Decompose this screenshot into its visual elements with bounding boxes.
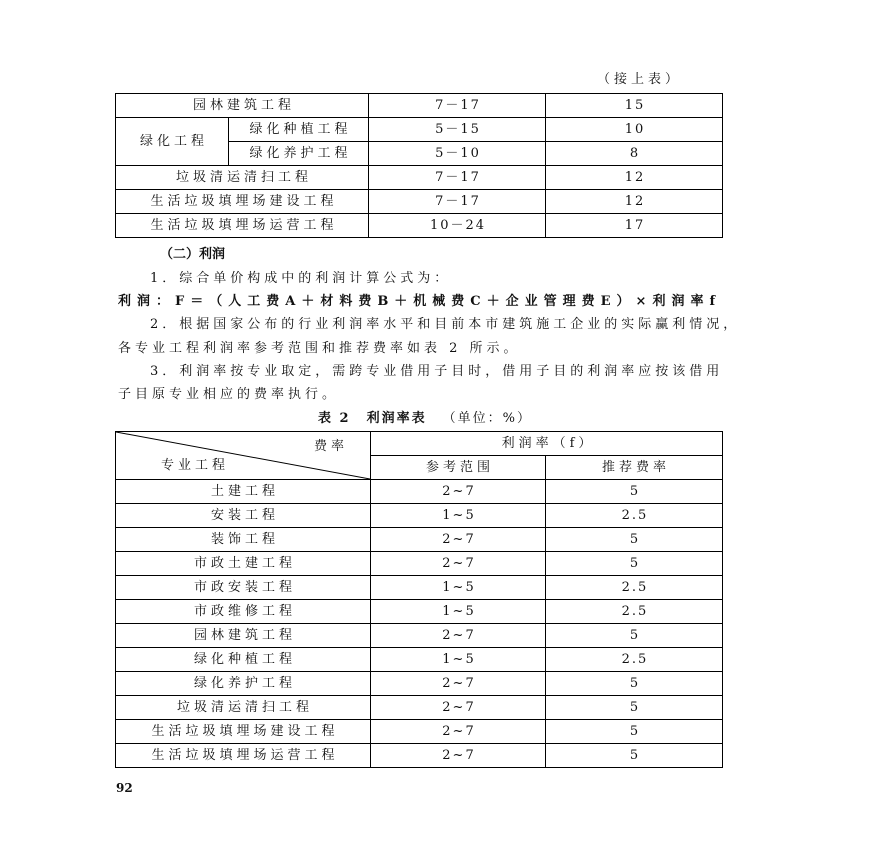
table-row bbox=[116, 118, 723, 142]
project-name-cell: 园林建筑工程 bbox=[116, 624, 371, 648]
project-name-cell: 生活垃圾填埋场建设工程 bbox=[116, 720, 371, 744]
table-row bbox=[116, 480, 723, 504]
rate-cell: 15 bbox=[546, 94, 723, 118]
project-name-cell: 生活垃圾填埋场运营工程 bbox=[116, 214, 369, 238]
rate-cell: 2.5 bbox=[546, 576, 723, 600]
table-row bbox=[116, 744, 723, 768]
table-caption bbox=[318, 410, 532, 428]
project-name-cell: 绿化种植工程 bbox=[116, 648, 371, 672]
table-row bbox=[116, 214, 723, 238]
range-cell: 7－17 bbox=[369, 166, 546, 190]
paragraph-3-line-1: 3．利润率按专业取定，需跨专业借用子目时，借用子目的利润率应按该借用 bbox=[150, 364, 724, 379]
project-name-cell: 装饰工程 bbox=[116, 528, 371, 552]
project-name-cell: 绿化养护工程 bbox=[229, 142, 369, 166]
rate-cell: 5 bbox=[546, 480, 723, 504]
rate-column-header: 推荐费率 bbox=[546, 456, 723, 480]
project-name-cell: 市政维修工程 bbox=[116, 600, 371, 624]
project-name-cell: 绿化养护工程 bbox=[116, 672, 371, 696]
rate-cell: 5 bbox=[546, 528, 723, 552]
range-cell: 5－15 bbox=[369, 118, 546, 142]
profit-rate-group-header: 利润率（f） bbox=[371, 432, 723, 456]
range-cell: 1~5 bbox=[371, 576, 546, 600]
rate-cell: 5 bbox=[546, 624, 723, 648]
range-cell: 2~7 bbox=[371, 720, 546, 744]
range-cell: 2~7 bbox=[371, 552, 546, 576]
range-cell: 5－10 bbox=[369, 142, 546, 166]
profit-rate-table bbox=[115, 431, 723, 768]
project-name-cell: 安装工程 bbox=[116, 504, 371, 528]
rate-cell: 2.5 bbox=[546, 600, 723, 624]
diagonal-header-top-label: 费率 bbox=[313, 439, 348, 454]
project-name-cell: 市政土建工程 bbox=[116, 552, 371, 576]
table-row bbox=[116, 600, 723, 624]
table-row bbox=[116, 576, 723, 600]
project-name-cell: 园林建筑工程 bbox=[116, 94, 369, 118]
project-name-cell: 垃圾清运清扫工程 bbox=[116, 696, 371, 720]
table-row bbox=[116, 624, 723, 648]
project-name-cell: 市政安装工程 bbox=[116, 576, 371, 600]
rate-cell: 5 bbox=[546, 672, 723, 696]
range-column-header: 参考范围 bbox=[371, 456, 546, 480]
table-row bbox=[116, 528, 723, 552]
table-row bbox=[116, 672, 723, 696]
project-name-cell: 生活垃圾填埋场建设工程 bbox=[116, 190, 369, 214]
diagonal-header-cell bbox=[116, 432, 371, 480]
continued-rate-table bbox=[115, 93, 723, 238]
range-cell: 1~5 bbox=[371, 648, 546, 672]
table-caption-number: 表 2 bbox=[318, 411, 351, 426]
table-caption-title: 利润率表 bbox=[366, 411, 427, 426]
table-row bbox=[116, 552, 723, 576]
rate-cell: 5 bbox=[546, 696, 723, 720]
rate-cell: 17 bbox=[546, 214, 723, 238]
project-name-cell: 生活垃圾填埋场运营工程 bbox=[116, 744, 371, 768]
paragraph-2-line-1: 2．根据国家公布的行业利润率水平和目前本市建筑施工企业的实际赢利情况， bbox=[150, 317, 741, 332]
table-row bbox=[116, 720, 723, 744]
rate-cell: 2.5 bbox=[546, 648, 723, 672]
section-heading: （二）利润 bbox=[160, 247, 226, 262]
range-cell: 1~5 bbox=[371, 504, 546, 528]
range-cell: 2~7 bbox=[371, 480, 546, 504]
table-caption-unit: （单位：%） bbox=[442, 411, 532, 426]
project-group-cell: 绿化工程 bbox=[116, 118, 229, 166]
range-cell: 2~7 bbox=[371, 624, 546, 648]
project-name-cell: 绿化种植工程 bbox=[229, 118, 369, 142]
table-row bbox=[116, 648, 723, 672]
rate-cell: 5 bbox=[546, 744, 723, 768]
table-row bbox=[116, 94, 723, 118]
range-cell: 2~7 bbox=[371, 528, 546, 552]
range-cell: 2~7 bbox=[371, 672, 546, 696]
range-cell: 1~5 bbox=[371, 600, 546, 624]
continued-note: （接上表） bbox=[597, 72, 683, 87]
page-number: 92 bbox=[116, 781, 133, 795]
paragraph-1: 1．综合单价构成中的利润计算公式为： bbox=[150, 271, 452, 286]
paragraph-3-line-2: 子目原专业相应的费率执行。 bbox=[118, 387, 340, 402]
range-cell: 7－17 bbox=[369, 94, 546, 118]
table-row bbox=[116, 166, 723, 190]
diagonal-header-bottom-label: 专业工程 bbox=[161, 458, 230, 473]
project-name-cell: 垃圾清运清扫工程 bbox=[116, 166, 369, 190]
paragraph-2-line-2: 各专业工程利润率参考范围和推荐费率如表 2 所示。 bbox=[118, 341, 521, 356]
range-cell: 2~7 bbox=[371, 696, 546, 720]
rate-cell: 2.5 bbox=[546, 504, 723, 528]
rate-cell: 10 bbox=[546, 118, 723, 142]
table-header-row bbox=[116, 432, 723, 456]
rate-cell: 8 bbox=[546, 142, 723, 166]
project-name-cell: 土建工程 bbox=[116, 480, 371, 504]
rate-cell: 5 bbox=[546, 720, 723, 744]
table-row bbox=[116, 696, 723, 720]
profit-formula: 利润：F＝（人工费A＋材料费B＋机械费C＋企业管理费E）×利润率f bbox=[118, 294, 722, 309]
table-row bbox=[116, 504, 723, 528]
table-row bbox=[116, 190, 723, 214]
rate-cell: 12 bbox=[546, 166, 723, 190]
range-cell: 2~7 bbox=[371, 744, 546, 768]
rate-cell: 12 bbox=[546, 190, 723, 214]
rate-cell: 5 bbox=[546, 552, 723, 576]
range-cell: 10－24 bbox=[369, 214, 546, 238]
range-cell: 7－17 bbox=[369, 190, 546, 214]
